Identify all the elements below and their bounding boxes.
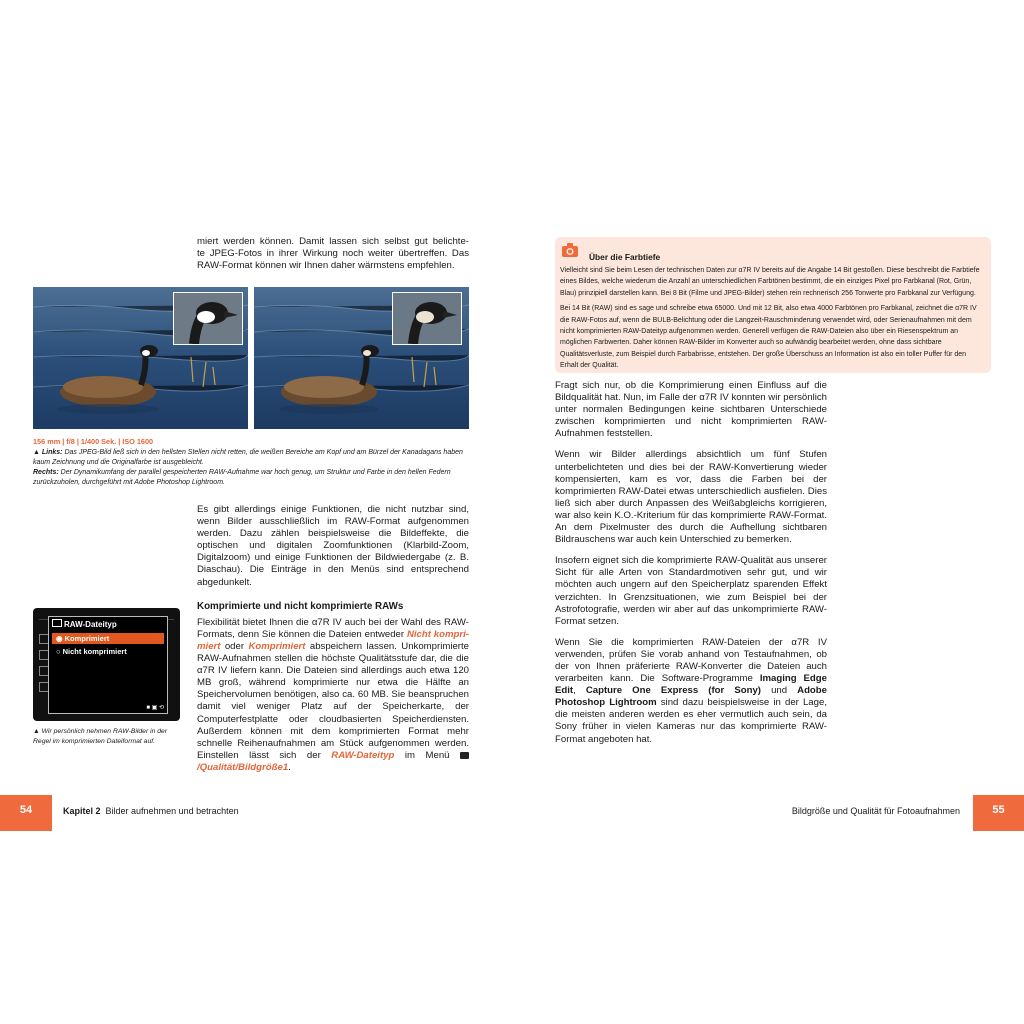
exif-meta: 156 mm | f/8 | 1/400 Sek. | ISO 1600 <box>33 437 154 446</box>
goose-photo-raw <box>254 287 469 429</box>
info-box-farbtiefe <box>555 237 991 373</box>
caption-links <box>33 448 469 468</box>
menu-title <box>52 619 117 629</box>
info-box-text <box>560 265 986 376</box>
text: im Menü <box>394 749 460 761</box>
term-raw-dateityp: RAW-Dateityp <box>331 749 395 761</box>
software-imaging-edge: Imaging Edge Edit <box>555 673 827 697</box>
lcd-caption-text: Wir persönlich nehmen RAW-Bilder in der Regel im komprimierten Dateiformat auf. <box>33 728 168 745</box>
menu-title-text: RAW-Dateityp <box>64 620 117 629</box>
photo-caption <box>33 437 469 488</box>
page-number-left: 54 <box>0 795 52 831</box>
right-text-column <box>555 380 827 755</box>
info-paragraph: Vielleicht sind Sie beim Lesen der technischen Daten zur α7R IV bereits auf die Angabe 14 Bit gestoßen. Diese beschreibt die Farbtiefe eines Bildes, welche wiederum die Anzahl an unterschiedlichen Farbtönen bestimmt, die ein einziges Pixel pro Farbkanal (Rot, Grün, Blau) prinzipiell darstellen kann. Bei 8 Bit (Filme und JPEG-Bilder) stehen rein rechnerisch 256 Tonwerte pro Farbkanal zur Verfügung. <box>560 267 980 297</box>
caption-rechts-label: Rechts: <box>33 469 59 476</box>
paragraph: Insofern eignet sich die komprimierte RAW-Qualität aus unserer Sicht für alle Arten von Standardmotiven sehr gut, und wir möchten auch ungern auf den Speicherplatz sparenden Effekt verzichten. In Grenzsituationen, wie zum Beispiel bei der Astrofotografie, werden wir aber auf das unkomprimierte RAW-Format setzen. <box>555 555 827 627</box>
menu-bottom-icons: ■ ▣ ⟲ <box>146 705 164 711</box>
option-komprimiert[interactable] <box>52 633 164 644</box>
caption-links-text: Das JPEG-Bild ließ sich in den hellsten Stellen nicht retten, die weißen Bereiche am Kopf und am Bürzel der Kanadagans haben kaum Zeichnung und die Originalfarbe ist ausgebleicht. <box>33 449 463 466</box>
text: sind dazu beispielsweise in der Lage, die meisten anderen werden es eher vermutlich auch sein, da Sony früher in vielen Kameras nur das komprimierte RAW-Format angeboten hat. <box>555 697 827 745</box>
subheading: Komprimierte und nicht komprimierte RAWs <box>197 600 404 612</box>
paragraph: Es gibt allerdings einige Funktionen, die nicht nutzbar sind, wenn Bilder ausschließlich im RAW-Format aufgenommen werden. Dazu zählen beispielsweise die Bildeffekte, die optischen und digitalen Zoomfunktionen (Klarbild-Zoom, Digitalzoom) und einige Funktionen der Bildwiedergabe (z. B. Diaschau). Die Einträge in den Menüs sind entsprechend abgedunkelt. <box>197 504 469 588</box>
intro-line: miert werden können. Damit lassen sich selbst gut belichte- <box>197 236 469 247</box>
triangle-up-icon: ▲ <box>33 449 42 456</box>
page-number-right: 55 <box>973 795 1024 831</box>
option-nicht-komprimiert[interactable] <box>52 646 164 657</box>
term-nicht-komprimiert: Nicht kompri-miert <box>197 628 469 652</box>
intro-line: RAW-Format können wir Ihnen daher wärmstens empfehlen. <box>197 260 455 272</box>
goose-photo-jpeg <box>33 287 248 429</box>
camera-icon <box>460 752 469 759</box>
text: oder <box>220 640 249 652</box>
lcd-caption <box>33 727 180 747</box>
inset-head-raw <box>392 292 462 345</box>
paragraph: Fragt sich nur, ob die Komprimierung einen Einfluss auf die Bildqualität hat. Nun, im Falle der α7R IV konnten wir persönlich unter normalen Bedingungen keine sichtbaren Unterschiede zwischen komprimierten und nicht komprimierten RAW-Aufnahmen feststellen. <box>555 380 827 440</box>
raw-icon <box>52 619 62 627</box>
radio-selected-icon: ◉ <box>56 634 65 643</box>
option-label: Nicht komprimiert <box>62 647 127 656</box>
chapter-title: Bilder aufnehmen und betrachten <box>105 806 239 816</box>
left-para-1 <box>197 504 469 783</box>
text: abspeichern lassen. Unkomprimierte RAW-Aufnahmen stellen die höchste Qualitätsstufe dar, die die α7R IV liefern kann. Die Dateien sind allerdings auch etwa 120 MB groß, während komprimierte nur etwa die Hälfte an Speichervolumen benötigen, also ca. 60 MB. Sie beanspruchen damit viel weniger Platz auf der Speicherkarte, der Computerfestplatte oder cloudbasierten Speicherdiensten. Außerdem können mit dem komprimierten Format mehr schnelle Reihenaufnahmen am Stück aufgenommen werden. Einstellen lässt sich der <box>197 640 469 761</box>
caption-rechts <box>33 468 469 488</box>
caption-rechts-text: Der Dynamikumfang der parallel gespeicherten RAW-Aufnahme war hoch genug, um Struktur und Farbe in den hellen Federn zurückzuholen, durchgeführt mit Adobe Photoshop Lightroom. <box>33 469 451 486</box>
intro-line: te JPEG-Fotos in ihrer Wirkung noch weiter übertreffen. Das <box>197 248 469 260</box>
text: Wenn Sie die komprimierten RAW-Dateien der α7R IV verwenden, prüfen Sie vorab anhand von Testaufnahmen, ob der von Ihnen präferierte RAW-Konverter die Dateien auch verarbeiten kann. Die Software-Programme <box>555 636 827 685</box>
text: . <box>288 761 291 773</box>
paragraph-software <box>555 637 827 746</box>
software-capture-one: Capture One Express (for Sony) <box>585 685 761 697</box>
term-qualitaet-bildgroesse: /Qualität/Bildgröße1 <box>197 761 289 773</box>
footer-section-title: Bildgröße und Qualität für Fotoaufnahmen <box>791 806 960 816</box>
chapter-number: Kapitel 2 <box>63 806 101 816</box>
triangle-up-icon: ▲ <box>33 728 42 735</box>
paragraph-raw-format <box>197 617 469 774</box>
footer-chapter <box>63 806 239 816</box>
text: , <box>573 685 586 697</box>
info-paragraph: Bei 14 Bit (RAW) sind es sage und schreibe etwa 65000. Und mit 12 Bit, also etwa 4000 Farbtönen pro Farbkanal, zeichnet die α7R IV die RAW-Fotos auf, wenn die BULB-Belichtung oder die Langzeit-Rauschminderung verwendet wird, oder Serienaufnahmen mit dem nicht komprimierten RAW-Dateityp aufgenommen werden. Generell verfügen die RAW-Dateien also über ein Riesenspektrum an möglichen Farbwerten. Daher können RAW-Bilder im Konverter auch so aufwändig bearbeitet werden, ohne dass sichtbare Qualitätsverluste, zum Beispiel durch Farbabrisse, entstehen. Der große Überschuss an Information ist also ein toller Puffer für den Erhalt der Qualität. <box>560 305 977 370</box>
radio-icon: ○ <box>56 647 63 656</box>
software-lightroom: Adobe Photoshop Lightroom <box>555 685 827 709</box>
camera-info-icon <box>561 242 579 258</box>
inset-head-jpeg <box>173 292 243 345</box>
caption-links-label: Links: <box>41 449 63 456</box>
camera-lcd-screenshot <box>33 608 180 721</box>
paragraph: Wenn wir Bilder allerdings absichtlich um fünf Stufen unterbelichteten und dies bei der RAW-Konvertierung wieder kompensierten, kam es vor, dass die Farben bei der komprimierten RAW-Datei etwas unterschiedlich ausfielen. Dies ließ sich aber durch Anpassen des Weißabgleichs korrigieren, war also kein K.O.-Kriterium für das komprimierte RAW-Format. An dem Pixelmuster des durch die Aufhellung sichtbaren Bildrauschens war auch kein Unterschied zu bemerken. <box>555 449 827 546</box>
option-label: Komprimiert <box>64 634 110 643</box>
text: Flexibilität bietet Ihnen die α7R IV auch bei der Wahl des RAW-Formats, denn Sie können die Dateien entweder <box>197 616 469 640</box>
term-komprimiert: Komprimiert <box>248 640 306 652</box>
intro-text <box>197 236 469 272</box>
info-box-title: Über die Farbtiefe <box>589 252 661 262</box>
raw-type-menu <box>48 616 168 714</box>
text: und <box>761 685 798 697</box>
